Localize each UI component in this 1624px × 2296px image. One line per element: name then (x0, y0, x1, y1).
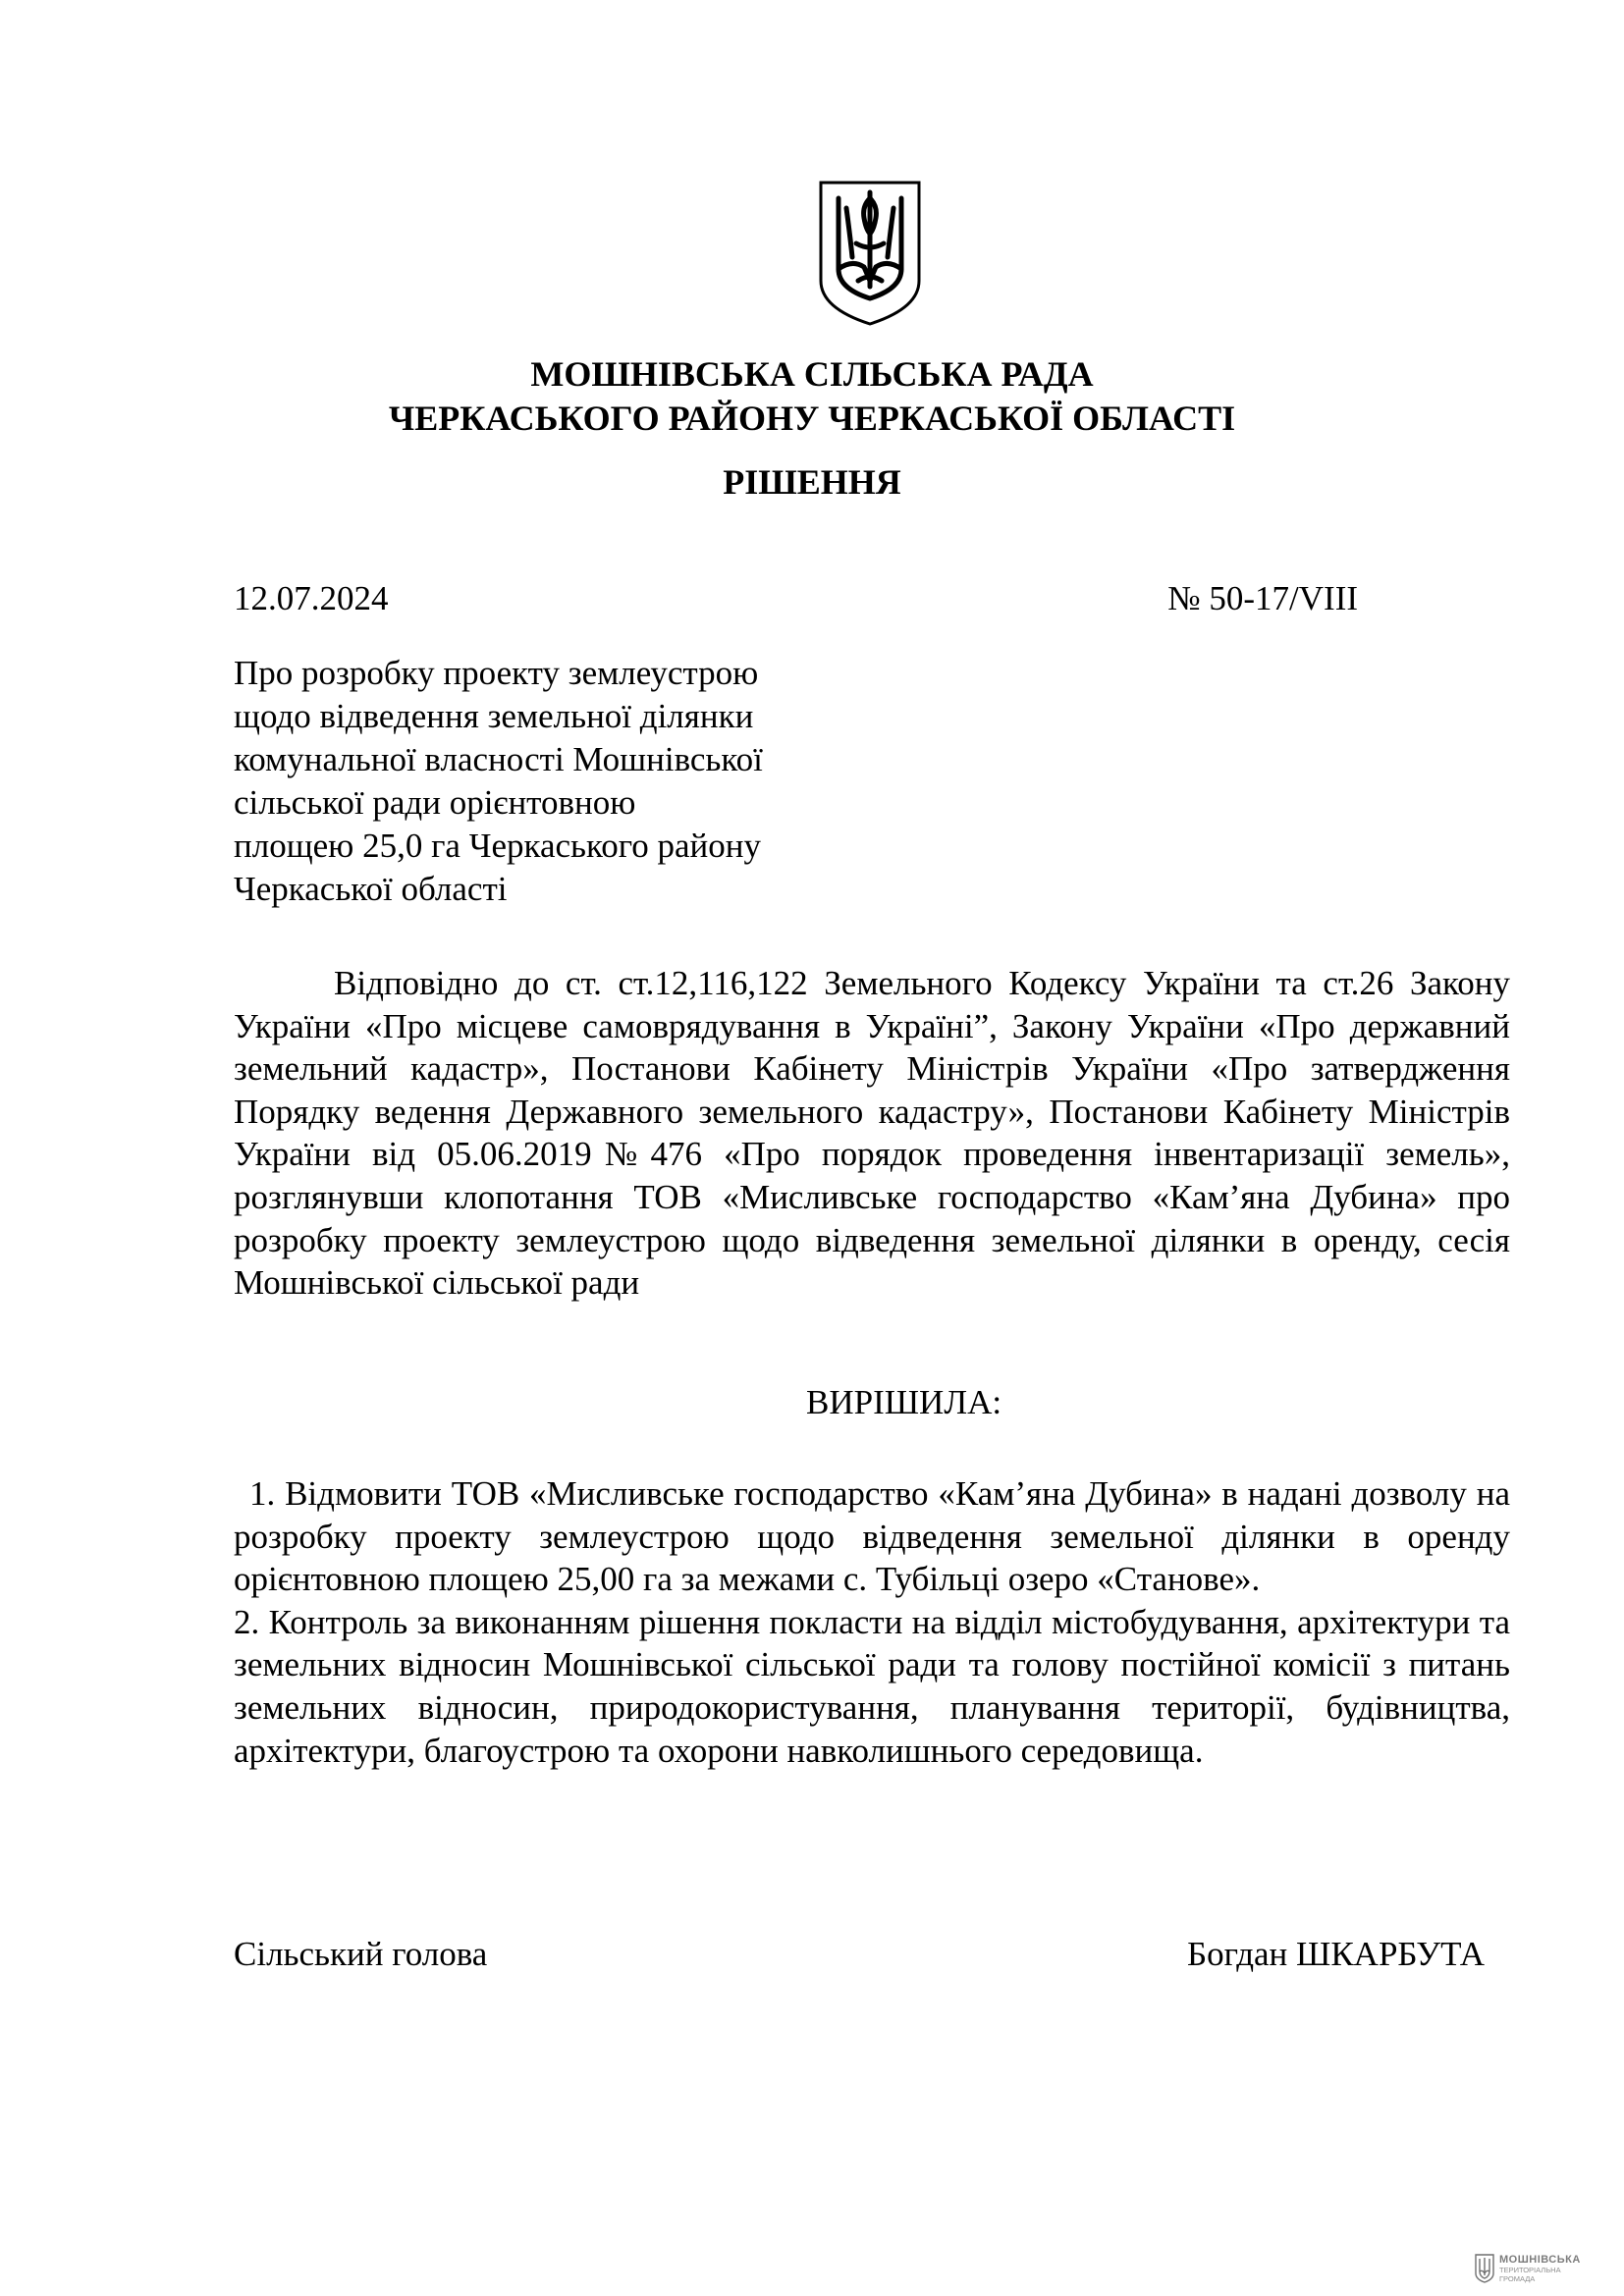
subject-line: щодо відведення земельної ділянки (234, 697, 754, 735)
decision-item-2: 2. Контроль за виконанням рішення покласти на відділ містобудування, архітектури та земельних відносин Мошнівської сільської ради та голову постійної комісії з питань земельних відносин, природокористування, планування території, будівництва, архітектури, благоустрою та охорони навколишнього середовища. (234, 1602, 1510, 1770)
logo-tagline-line-2: ГРОМАДА (1499, 2273, 1536, 2283)
preamble-paragraph: Відповідно до ст. ст.12,116,122 Земельного Кодексу України та ст.26 Закону України «Про місцеве самоврядування в Україні”, Закону України «Про державний земельний кадастр», Постанови Кабінету Міністрів України «Про затвердження Порядку ведення Державного земельного кадастру», Постанови Кабінету Міністрів України від 05.06.2019№476 «Про порядок проведення інвентаризації земель», розглянувши клопотання ТОВ «Мисливське господарство «Кам’яна Дубина» про розробку проекту землеустрою щодо відведення земельної ділянки в оренду, сесія Мошнівської сільської ради (234, 964, 1510, 1303)
subject-line: комунальної власності Мошнівської (234, 740, 763, 778)
logo-brand-text: МОШНІВСЬКА (1499, 2254, 1581, 2266)
trident-logo-icon (1475, 2254, 1494, 2283)
subject-line: Черкаської області (234, 870, 508, 908)
signatory-name: Богдан ШКАРБУТА (1187, 1935, 1485, 1973)
logo-tagline-line-1: ТЕРИТОРІАЛЬНА (1499, 2266, 1561, 2274)
logo-tagline (1499, 2267, 1561, 2283)
signatory-role: Сільський голова (234, 1935, 488, 1973)
council-name: МОШНІВСЬКА СІЛЬСЬКА РАДА (530, 354, 1094, 394)
document-type-title: РІШЕННЯ (723, 462, 901, 502)
subject-line: площею 25,0 га Черкаського району (234, 827, 761, 865)
decision-subject (234, 652, 862, 911)
decision-date: 12.07.2024 (234, 579, 389, 617)
subject-line: Про розробку проекту землеустрою (234, 654, 759, 692)
resolved-heading: ВИРІШИЛА: (806, 1383, 1002, 1421)
trident-coat-of-arms-icon (817, 179, 923, 328)
council-district: ЧЕРКАСЬКОГО РАЙОНУ ЧЕРКАСЬКОЇ ОБЛАСТІ (388, 399, 1236, 438)
decision-list (234, 1472, 1510, 1772)
subject-line: сільської ради орієнтовною (234, 783, 636, 822)
decision-item-1: 1. Відмовити ТОВ «Мисливське господарство «Кам’яна Дубина» в надані дозволу на розробку проекту землеустрою щодо відведення земельної ділянки в оренду орієнтовною площею 25,00 га за межами с. Тубільці озеро «Станове». (234, 1474, 1510, 1599)
decision-number: № 50-17/VIII (1167, 579, 1358, 617)
community-logo (1475, 2252, 1593, 2287)
